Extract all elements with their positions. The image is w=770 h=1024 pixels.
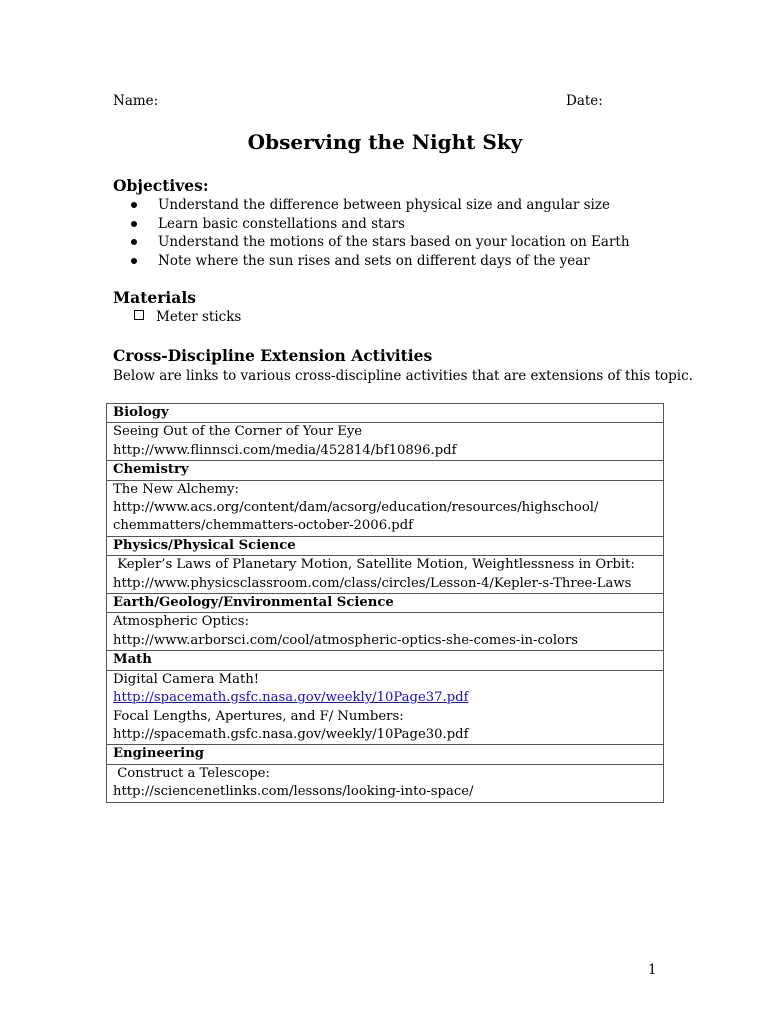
activity-cell: Digital Camera Math! http://spacemath.gsfc.nasa.gov/weekly/10Page37.pdf Focal Lengths, Apertures, and F/ Numbers: http://spacemath.gsfc.nasa.gov/weekly/10Page30.pdf [107, 670, 664, 745]
material-item: Meter sticks [134, 309, 241, 325]
table-row [107, 651, 664, 670]
table-row [107, 613, 664, 651]
table-row [107, 745, 664, 764]
activity-hyperlink[interactable]: http://spacemath.gsfc.nasa.gov/weekly/10Page37.pdf [113, 690, 469, 706]
category-biology: Biology [107, 404, 664, 423]
list-item: Note where the sun rises and sets on different days of the year [113, 252, 630, 271]
category-physics: Physics/Physical Science [107, 536, 664, 555]
page-number: 1 [648, 962, 657, 978]
bullet-icon [131, 239, 137, 245]
activity-cell: Construct a Telescope: http://sciencenetlinks.com/lessons/looking-into-space/ [107, 764, 664, 802]
activity-cell: Kepler’s Laws of Planetary Motion, Satellite Motion, Weightlessness in Orbit: http://www.physicsclassroom.com/class/circles/Lesson-4/Kepler-s-Three-Laws [107, 556, 664, 594]
activity-link[interactable]: http://www.arborsci.com/cool/atmospheric-optics-she-comes-in-colors [113, 632, 579, 648]
table-row [107, 404, 664, 423]
activity-link[interactable]: http://spacemath.gsfc.nasa.gov/weekly/10Page30.pdf [113, 726, 469, 742]
objectives-heading: Objectives: [113, 176, 209, 195]
materials-heading: Materials [113, 288, 196, 307]
table-row [107, 423, 664, 461]
name-label: Name: [113, 93, 159, 109]
cross-discipline-intro: Below are links to various cross-discipline activities that are extensions of this topic. [113, 368, 693, 384]
table-row [107, 461, 664, 480]
category-math: Math [107, 651, 664, 670]
category-engineering: Engineering [107, 745, 664, 764]
activities-table [106, 403, 664, 803]
category-chemistry: Chemistry [107, 461, 664, 480]
date-label: Date: [566, 93, 603, 109]
bullet-icon [131, 202, 137, 208]
table-row [107, 536, 664, 555]
bullet-icon [131, 221, 137, 227]
table-row [107, 670, 664, 745]
activity-cell: Seeing Out of the Corner of Your Eye http://www.flinnsci.com/media/452814/bf10896.pdf [107, 423, 664, 461]
table-row [107, 764, 664, 802]
cross-discipline-heading: Cross-Discipline Extension Activities [113, 346, 433, 365]
bullet-icon [131, 258, 137, 264]
checkbox-icon [134, 310, 144, 320]
activity-cell: Atmospheric Optics: http://www.arborsci.com/cool/atmospheric-optics-she-comes-in-colors [107, 613, 664, 651]
table-row [107, 556, 664, 594]
list-item: Understand the motions of the stars based on your location on Earth [113, 233, 630, 252]
activity-link[interactable]: http://www.flinnsci.com/media/452814/bf10896.pdf [113, 442, 457, 458]
table-row [107, 594, 664, 613]
list-item: Learn basic constellations and stars [113, 215, 630, 234]
activity-link[interactable]: http://www.acs.org/content/dam/acsorg/education/resources/highschool/ [113, 500, 599, 516]
category-earth-science: Earth/Geology/Environmental Science [107, 594, 664, 613]
list-item: Understand the difference between physical size and angular size [113, 196, 630, 215]
activity-link[interactable]: http://www.physicsclassroom.com/class/circles/Lesson-4/Kepler-s-Three-Laws [113, 575, 632, 591]
objectives-list [113, 196, 630, 270]
activity-cell: The New Alchemy: http://www.acs.org/content/dam/acsorg/education/resources/highschool/ chemmatters/chemmatters-october-2006.pdf [107, 480, 664, 536]
activity-link[interactable]: chemmatters/chemmatters-october-2006.pdf [113, 518, 414, 534]
page-title: Observing the Night Sky [247, 130, 523, 154]
activity-link[interactable]: http://sciencenetlinks.com/lessons/looking-into-space/ [113, 784, 474, 800]
table-row [107, 480, 664, 536]
